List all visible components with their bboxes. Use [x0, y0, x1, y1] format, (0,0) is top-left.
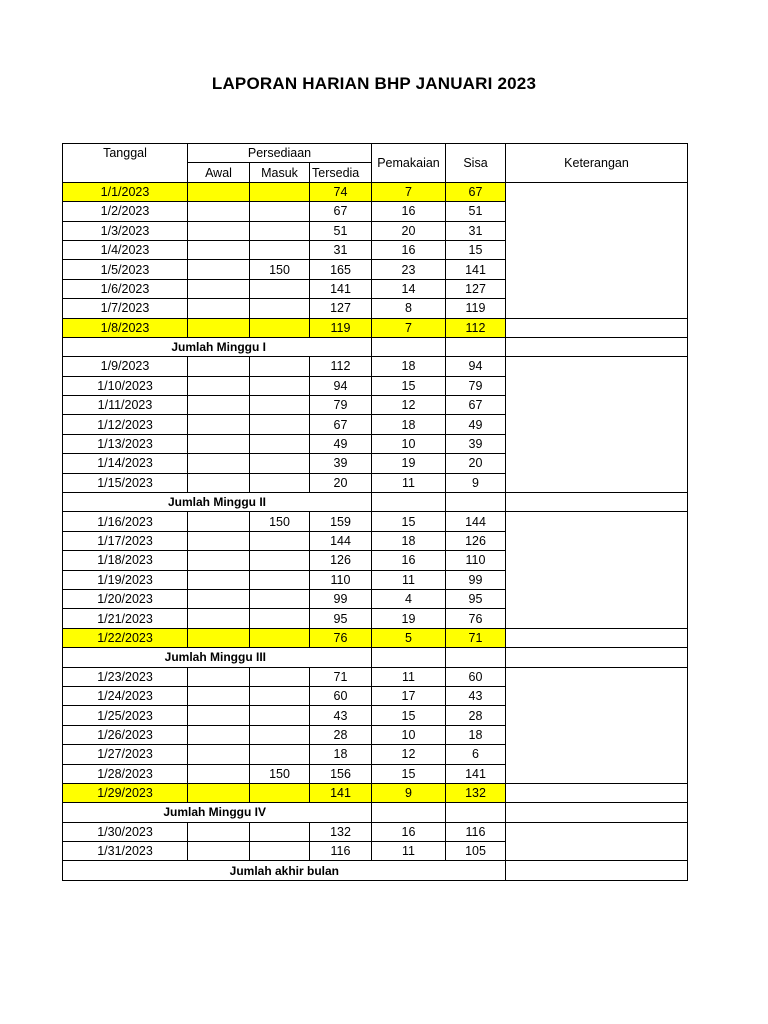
cell-tersedia: 43 [310, 706, 372, 725]
cell-sisa: 67 [446, 182, 506, 201]
cell-awal [188, 221, 250, 240]
cell-tanggal: 1/23/2023 [63, 667, 188, 686]
cell-pemakaian: 5 [372, 628, 446, 647]
cell-pemakaian: 15 [372, 512, 446, 531]
cell-tanggal: 1/9/2023 [63, 357, 188, 376]
header-pemakaian: Pemakaian [372, 144, 446, 183]
cell-tersedia: 127 [310, 299, 372, 318]
cell-sisa: 119 [446, 299, 506, 318]
cell-masuk [250, 299, 310, 318]
cell-keterangan [506, 357, 688, 493]
cell-pemakaian: 11 [372, 842, 446, 861]
cell-pemakaian: 4 [372, 589, 446, 608]
cell-awal [188, 454, 250, 473]
cell-tersedia: 159 [310, 512, 372, 531]
cell-tersedia: 116 [310, 842, 372, 861]
cell-awal [188, 764, 250, 783]
month-total-label: Jumlah akhir bulan [63, 861, 506, 880]
cell-sisa: 99 [446, 570, 506, 589]
cell-tanggal: 1/15/2023 [63, 473, 188, 492]
cell-tersedia: 76 [310, 628, 372, 647]
cell-tersedia: 20 [310, 473, 372, 492]
cell-tanggal: 1/27/2023 [63, 745, 188, 764]
cell-tersedia: 144 [310, 531, 372, 550]
cell-sisa: 127 [446, 279, 506, 298]
header-tanggal: Tanggal [63, 144, 188, 183]
cell-keterangan [506, 318, 688, 337]
cell-tersedia: 165 [310, 260, 372, 279]
table-row [63, 182, 688, 201]
table-row [63, 783, 688, 802]
cell-pemakaian: 23 [372, 260, 446, 279]
cell-sisa: 28 [446, 706, 506, 725]
cell-masuk [250, 415, 310, 434]
cell-awal [188, 260, 250, 279]
cell-masuk [250, 473, 310, 492]
cell-keterangan [506, 182, 688, 318]
cell-awal [188, 396, 250, 415]
cell-tanggal: 1/21/2023 [63, 609, 188, 628]
cell-awal [188, 473, 250, 492]
cell-awal [188, 299, 250, 318]
week-1-keterangan [506, 337, 688, 356]
cell-pemakaian: 11 [372, 473, 446, 492]
cell-tanggal: 1/1/2023 [63, 182, 188, 201]
week-2-label: Jumlah Minggu II [63, 493, 372, 512]
cell-sisa: 105 [446, 842, 506, 861]
cell-masuk [250, 357, 310, 376]
cell-tersedia: 156 [310, 764, 372, 783]
cell-pemakaian: 16 [372, 240, 446, 259]
cell-masuk [250, 822, 310, 841]
cell-tanggal: 1/26/2023 [63, 725, 188, 744]
week-total-row [63, 493, 688, 512]
week-2-pemakaian [372, 493, 446, 512]
cell-sisa: 43 [446, 686, 506, 705]
cell-pemakaian: 17 [372, 686, 446, 705]
cell-awal [188, 842, 250, 861]
cell-masuk [250, 570, 310, 589]
cell-awal [188, 415, 250, 434]
month-total-keterangan [506, 861, 688, 880]
week-3-pemakaian [372, 648, 446, 667]
cell-awal [188, 706, 250, 725]
cell-tersedia: 67 [310, 415, 372, 434]
cell-pemakaian: 19 [372, 454, 446, 473]
cell-pemakaian: 10 [372, 725, 446, 744]
cell-pemakaian: 19 [372, 609, 446, 628]
cell-pemakaian: 15 [372, 376, 446, 395]
cell-sisa: 95 [446, 589, 506, 608]
cell-awal [188, 822, 250, 841]
cell-pemakaian: 18 [372, 357, 446, 376]
cell-awal [188, 531, 250, 550]
cell-tersedia: 51 [310, 221, 372, 240]
cell-keterangan [506, 628, 688, 647]
cell-tanggal: 1/12/2023 [63, 415, 188, 434]
cell-masuk [250, 221, 310, 240]
cell-sisa: 144 [446, 512, 506, 531]
cell-sisa: 31 [446, 221, 506, 240]
cell-sisa: 39 [446, 434, 506, 453]
cell-tersedia: 126 [310, 551, 372, 570]
cell-keterangan [506, 667, 688, 783]
cell-tanggal: 1/2/2023 [63, 202, 188, 221]
cell-tanggal: 1/3/2023 [63, 221, 188, 240]
cell-awal [188, 240, 250, 259]
header-keterangan: Keterangan [506, 144, 688, 183]
cell-sisa: 51 [446, 202, 506, 221]
cell-tanggal: 1/11/2023 [63, 396, 188, 415]
cell-sisa: 6 [446, 745, 506, 764]
cell-masuk [250, 783, 310, 802]
week-1-pemakaian [372, 337, 446, 356]
cell-tanggal: 1/13/2023 [63, 434, 188, 453]
cell-tersedia: 99 [310, 589, 372, 608]
cell-pemakaian: 9 [372, 783, 446, 802]
cell-masuk: 150 [250, 512, 310, 531]
cell-masuk [250, 551, 310, 570]
cell-tanggal: 1/24/2023 [63, 686, 188, 705]
cell-pemakaian: 11 [372, 570, 446, 589]
cell-masuk [250, 454, 310, 473]
cell-tanggal: 1/19/2023 [63, 570, 188, 589]
cell-pemakaian: 7 [372, 182, 446, 201]
table-row [63, 357, 688, 376]
cell-pemakaian: 15 [372, 764, 446, 783]
cell-sisa: 141 [446, 764, 506, 783]
cell-pemakaian: 20 [372, 221, 446, 240]
cell-pemakaian: 15 [372, 706, 446, 725]
cell-tersedia: 94 [310, 376, 372, 395]
cell-sisa: 49 [446, 415, 506, 434]
cell-sisa: 76 [446, 609, 506, 628]
cell-tanggal: 1/17/2023 [63, 531, 188, 550]
cell-pemakaian: 8 [372, 299, 446, 318]
cell-tanggal: 1/8/2023 [63, 318, 188, 337]
cell-pemakaian: 12 [372, 745, 446, 764]
report-title: LAPORAN HARIAN BHP JANUARI 2023 [211, 74, 537, 93]
cell-awal [188, 182, 250, 201]
cell-tersedia: 141 [310, 783, 372, 802]
cell-tanggal: 1/28/2023 [63, 764, 188, 783]
table-row [63, 318, 688, 337]
cell-awal [188, 202, 250, 221]
cell-awal [188, 667, 250, 686]
cell-tersedia: 112 [310, 357, 372, 376]
cell-sisa: 126 [446, 531, 506, 550]
week-total-row [63, 648, 688, 667]
cell-awal [188, 376, 250, 395]
cell-pemakaian: 12 [372, 396, 446, 415]
cell-tersedia: 28 [310, 725, 372, 744]
cell-tanggal: 1/16/2023 [63, 512, 188, 531]
cell-tersedia: 18 [310, 745, 372, 764]
cell-masuk [250, 706, 310, 725]
table-row [63, 667, 688, 686]
cell-masuk [250, 396, 310, 415]
cell-awal [188, 628, 250, 647]
cell-sisa: 116 [446, 822, 506, 841]
cell-masuk [250, 376, 310, 395]
cell-masuk [250, 202, 310, 221]
cell-tersedia: 79 [310, 396, 372, 415]
cell-masuk [250, 434, 310, 453]
cell-tanggal: 1/18/2023 [63, 551, 188, 570]
week-total-row [63, 337, 688, 356]
cell-tersedia: 141 [310, 279, 372, 298]
header-masuk: Masuk [250, 163, 310, 182]
cell-sisa: 18 [446, 725, 506, 744]
cell-pemakaian: 14 [372, 279, 446, 298]
week-3-label: Jumlah Minggu III [63, 648, 372, 667]
cell-tersedia: 39 [310, 454, 372, 473]
cell-tersedia: 132 [310, 822, 372, 841]
cell-sisa: 20 [446, 454, 506, 473]
cell-awal [188, 570, 250, 589]
cell-sisa: 112 [446, 318, 506, 337]
cell-awal [188, 434, 250, 453]
cell-tersedia: 110 [310, 570, 372, 589]
cell-awal [188, 589, 250, 608]
cell-pemakaian: 16 [372, 202, 446, 221]
cell-masuk [250, 628, 310, 647]
cell-tersedia: 60 [310, 686, 372, 705]
header-awal: Awal [188, 163, 250, 182]
month-total-row [63, 861, 688, 880]
cell-pemakaian: 18 [372, 531, 446, 550]
cell-sisa: 60 [446, 667, 506, 686]
table-row [63, 512, 688, 531]
cell-sisa: 110 [446, 551, 506, 570]
cell-tersedia: 74 [310, 182, 372, 201]
cell-masuk [250, 182, 310, 201]
cell-pemakaian: 18 [372, 415, 446, 434]
cell-sisa: 94 [446, 357, 506, 376]
cell-tanggal: 1/6/2023 [63, 279, 188, 298]
cell-keterangan [506, 783, 688, 802]
cell-tanggal: 1/22/2023 [63, 628, 188, 647]
report-table [62, 143, 688, 881]
week-4-label: Jumlah Minggu IV [63, 803, 372, 822]
cell-awal [188, 783, 250, 802]
cell-awal [188, 279, 250, 298]
cell-pemakaian: 7 [372, 318, 446, 337]
cell-masuk [250, 240, 310, 259]
cell-tanggal: 1/5/2023 [63, 260, 188, 279]
cell-tersedia: 67 [310, 202, 372, 221]
header-tersedia: Tersedia [310, 163, 372, 182]
cell-tanggal: 1/29/2023 [63, 783, 188, 802]
cell-keterangan [506, 512, 688, 628]
cell-tersedia: 95 [310, 609, 372, 628]
cell-sisa: 9 [446, 473, 506, 492]
cell-masuk [250, 531, 310, 550]
cell-masuk [250, 745, 310, 764]
cell-tanggal: 1/31/2023 [63, 842, 188, 861]
cell-tanggal: 1/10/2023 [63, 376, 188, 395]
week-1-label: Jumlah Minggu I [63, 337, 372, 356]
cell-masuk [250, 725, 310, 744]
cell-masuk [250, 609, 310, 628]
cell-awal [188, 318, 250, 337]
cell-masuk [250, 686, 310, 705]
header-sisa: Sisa [446, 144, 506, 183]
cell-awal [188, 551, 250, 570]
week-2-keterangan [506, 493, 688, 512]
cell-masuk [250, 842, 310, 861]
cell-awal [188, 686, 250, 705]
cell-tersedia: 31 [310, 240, 372, 259]
cell-masuk [250, 667, 310, 686]
cell-tersedia: 71 [310, 667, 372, 686]
cell-tanggal: 1/14/2023 [63, 454, 188, 473]
cell-tersedia: 119 [310, 318, 372, 337]
week-2-sisa [446, 493, 506, 512]
week-4-pemakaian [372, 803, 446, 822]
cell-keterangan [506, 822, 688, 861]
table-row [63, 822, 688, 841]
cell-masuk [250, 318, 310, 337]
cell-tersedia: 49 [310, 434, 372, 453]
header-persediaan: Persediaan [188, 144, 372, 163]
cell-tanggal: 1/30/2023 [63, 822, 188, 841]
cell-sisa: 132 [446, 783, 506, 802]
week-3-keterangan [506, 648, 688, 667]
cell-tanggal: 1/7/2023 [63, 299, 188, 318]
cell-sisa: 71 [446, 628, 506, 647]
cell-masuk [250, 279, 310, 298]
cell-sisa: 79 [446, 376, 506, 395]
cell-sisa: 141 [446, 260, 506, 279]
cell-masuk [250, 589, 310, 608]
cell-awal [188, 745, 250, 764]
cell-awal [188, 357, 250, 376]
week-3-sisa [446, 648, 506, 667]
cell-pemakaian: 16 [372, 822, 446, 841]
cell-pemakaian: 16 [372, 551, 446, 570]
week-1-sisa [446, 337, 506, 356]
cell-pemakaian: 11 [372, 667, 446, 686]
cell-sisa: 15 [446, 240, 506, 259]
cell-tanggal: 1/20/2023 [63, 589, 188, 608]
week-4-sisa [446, 803, 506, 822]
cell-masuk: 150 [250, 260, 310, 279]
cell-masuk: 150 [250, 764, 310, 783]
cell-pemakaian: 10 [372, 434, 446, 453]
table-row [63, 628, 688, 647]
cell-tanggal: 1/25/2023 [63, 706, 188, 725]
cell-tanggal: 1/4/2023 [63, 240, 188, 259]
cell-awal [188, 609, 250, 628]
cell-awal [188, 725, 250, 744]
week-total-row [63, 803, 688, 822]
week-4-keterangan [506, 803, 688, 822]
cell-awal [188, 512, 250, 531]
cell-sisa: 67 [446, 396, 506, 415]
